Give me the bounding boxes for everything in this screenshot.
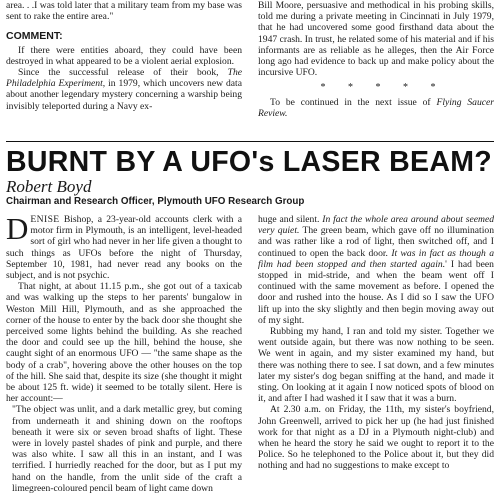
section-stars-divider: * * * * * (320, 82, 446, 94)
previous-article-right-text: Bill Moore, persuasive and methodical in his probing skills, told me during a private meeting in Cincinnati in July 1979, that he had uncovered some good firsthand data about the 1947 crash. In trust, he related some of his material and if his informants are as reliable as he alleges, then the Air Force long ago had evidence to back up and make policy about the incursive UFO. (258, 0, 494, 79)
article-right-paragraph-3: At 2.30 a.m. on Friday, the 11th, my sister's boyfriend, John Greenwell, arrived to pick her up (he had just finished work for that night as a DJ in a Plymouth night-club) and when he heard the story he said we ought to report it to the Police. So he telephoned to the Police about it, but they did nothing and had no suggestions to make except to (258, 404, 494, 472)
r1-text-a: huge and silent. (258, 214, 323, 225)
article-quote-paragraph: "The object was unlit, and a dark metallic grey, but coming from underneath it and shining down on the rooftops beneath it were six or seven broad shafts of light. These were in lovely pastel shades of pink and purple, and there was also white. I saw all this in an instant, and I was terrified. I hurriedly reached for the door, but as I put my hand on the handle, from the unlit side of the craft a limegreen-coloured pencil beam of light came down (12, 404, 242, 494)
article-left-column (6, 211, 242, 494)
section-divider-rule (6, 141, 494, 142)
previous-article-quote-end: area. . .I was told later that a military team from my base was sent to rake the entire area." (6, 0, 242, 23)
previous-article-right-column (258, 0, 494, 119)
article-right-paragraph-1 (258, 214, 494, 326)
article-headline: BURNT BY A UFO's LASER BEAM? (6, 146, 492, 178)
lead-caps: ENISE (30, 214, 60, 225)
comment-p2-after: in 1979, which uncovers new data about another legendary mystery concerning a warship being invisibly teleported during a Navy ex- (6, 78, 242, 112)
article-right-paragraph-2: Rubbing my hand, I ran and told my sister. Together we went outside again, but there was now nothing to be seen. We went in again, and my sister examined my hand, but there was nothing there to see. I sat down, and a few minutes later my sister's dog began sniffing at the hand, and made it sting. On looking at it again I now noticed spots of blood on it, and after I had washed it I saw that it was a burn. (258, 326, 494, 405)
continued-magazine-name: Flying Saucer Review. (258, 96, 494, 119)
comment-heading: COMMENT: (6, 30, 63, 43)
article-paragraph-1 (6, 211, 242, 282)
continued-note-text: To be continued in the next issue of (270, 96, 437, 108)
r1-italic-b: In fact the whole area around about seemed very quiet. (258, 214, 494, 237)
drop-cap: D (6, 211, 29, 246)
article-paragraph-2: That night, at about 11.15 p.m., she got out of a taxicab and was walking up the steps to her parents' bungalow in Weston Mill Hill, Plymouth, and as she approached the corner of the house to enter by the back door she thought she perceived some lights behind the building. As she reached the door and could see up the hill, behind the house, she caught sight of an enormous UFO — "the same shape as the body of a crab", hovering above the other houses on the top of the hill. She said that, despite its size (she thought it might be about 125 ft. wide) it seemed to be totally silent. Here is her account:— (6, 281, 242, 405)
r1-text-c: The green beam, which gave off no illumination and was rather like a rod of light, then switched off, and I continued to open the back door. (258, 225, 494, 259)
previous-article-left-column (6, 0, 242, 112)
article-author: Robert Boyd (6, 177, 92, 196)
continued-note (258, 97, 494, 119)
comment-paragraph-1: If there were entities aboard, they could have been destroyed in what appeared to be a violent aerial explosion. (6, 44, 242, 67)
author-affiliation: Chairman and Research Officer, Plymouth UFO Research Group (6, 196, 305, 207)
comment-paragraph-2 (6, 67, 242, 112)
r1-text-e: ' I had been stopped in mid-stride, and when the beam went off I continued with the same movement as before. I opened the door and rushed into the house. As I did so I saw the UFO lift up into the sky slightly and then begin moving away out of my sight. (258, 258, 494, 326)
article-right-column (258, 214, 494, 472)
comment-p2-before: Since the successful release of their book, (18, 67, 228, 79)
r1-italic-d: It was in fact as though a film had been stopped and then started again. (258, 247, 494, 270)
book-title: The Philadelphia Experiment, (6, 67, 242, 90)
paragraph-1-text: Bishop, a 23-year-old accounts clerk with a motor firm in Plymouth, is an intelligent, level-headed sort of girl who had never in her life given a thought to such things as UFOs before the night of Thursday, September 10, 1981, had never read any books on the subject, and is not psychic. (6, 214, 242, 282)
